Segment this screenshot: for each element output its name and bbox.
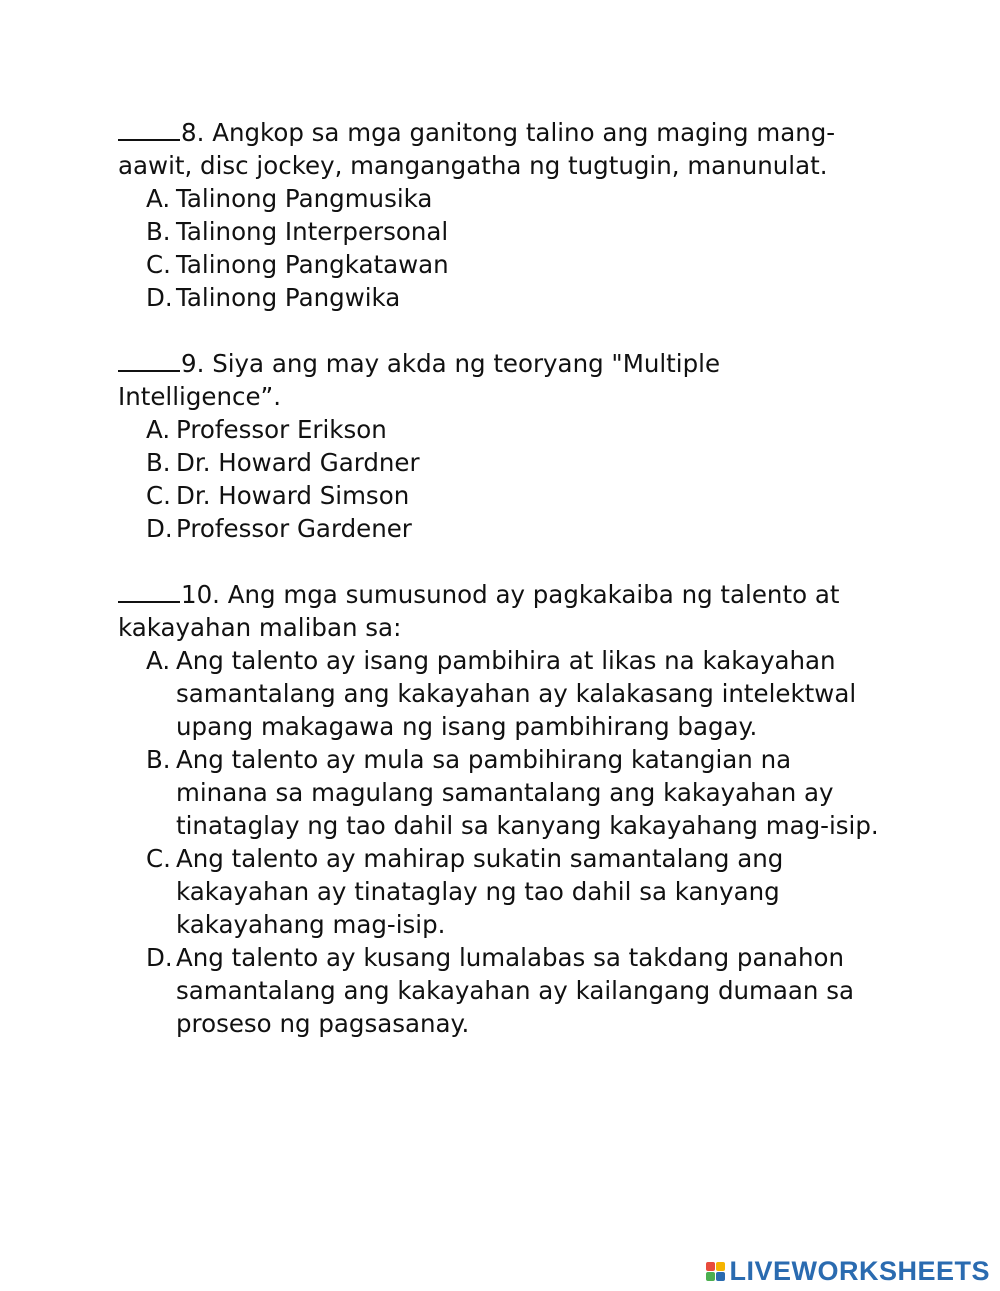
option-letter: D. [146,943,173,972]
option-c [146,479,888,512]
option-text: Talinong Interpersonal [176,217,449,246]
liveworksheets-logo-icon [706,1262,725,1281]
option-text: Professor Erikson [176,415,387,444]
option-b [146,215,888,248]
option-text: Talinong Pangmusika [176,184,433,213]
option-text: Dr. Howard Gardner [176,448,420,477]
question-10 [118,578,888,1040]
answer-options [118,182,888,314]
question-9 [118,347,888,545]
option-c [146,248,888,281]
option-letter: D. [146,283,173,312]
question-text: Siya ang may akda ng teoryang "Multiple Intelligence”. [118,349,728,411]
question-number: 10. [181,580,220,609]
option-text: Talinong Pangwika [176,283,401,312]
liveworksheets-watermark [706,1256,990,1287]
option-letter: B. [146,745,171,774]
answer-blank[interactable] [118,352,180,372]
logo-tile-blue [716,1272,725,1281]
option-a [146,644,888,743]
option-b [146,446,888,479]
option-text: Ang talento ay mahirap sukatin samantalang ang kakayahan ay tinataglay ng tao dahil sa kanyang kakayahang mag-isip. [176,844,784,939]
option-letter: A. [146,415,171,444]
option-letter: D. [146,514,173,543]
question-stem [118,347,888,413]
option-text: Talinong Pangkatawan [176,250,449,279]
option-c [146,842,888,941]
option-letter: A. [146,646,171,675]
option-a [146,413,888,446]
answer-blank[interactable] [118,583,180,603]
option-text: Ang talento ay isang pambihira at likas na kakayahan samantalang ang kakayahan ay kalakasang intelektwal upang makagawa ng isang pambihirang bagay. [176,646,857,741]
option-a [146,182,888,215]
option-text: Ang talento ay kusang lumalabas sa takdang panahon samantalang ang kakayahan ay kailangang dumaan sa proseso ng pagsasanay. [176,943,855,1038]
question-8 [118,116,888,314]
question-number: 9. [181,349,205,378]
question-number: 8. [181,118,205,147]
logo-tile-green [706,1272,715,1281]
option-text: Ang talento ay mula sa pambihirang katangian na minana sa magulang samantalang ang kakayahan ay tinataglay ng tao dahil sa kanyang kakayahang mag-isip. [176,745,879,840]
option-text: Professor Gardener [176,514,412,543]
option-letter: B. [146,217,171,246]
logo-tile-yellow [716,1262,725,1271]
option-text: Dr. Howard Simson [176,481,410,510]
worksheet-page [118,116,888,1073]
option-letter: A. [146,184,171,213]
option-d [146,281,888,314]
answer-options [118,644,888,1040]
option-letter: C. [146,844,171,873]
option-d [146,512,888,545]
question-text: Angkop sa mga ganitong talino ang maging mang-aawit, disc jockey, mangangatha ng tugtugin, manunulat. [118,118,836,180]
logo-tile-red [706,1262,715,1271]
watermark-text: LIVEWORKSHEETS [729,1256,990,1286]
answer-blank[interactable] [118,121,180,141]
option-d [146,941,888,1040]
option-letter: C. [146,250,171,279]
question-stem [118,578,888,644]
option-b [146,743,888,842]
option-letter: B. [146,448,171,477]
answer-options [118,413,888,545]
option-letter: C. [146,481,171,510]
question-stem [118,116,888,182]
question-text: Ang mga sumusunod ay pagkakaiba ng talento at kakayahan maliban sa: [118,580,848,642]
